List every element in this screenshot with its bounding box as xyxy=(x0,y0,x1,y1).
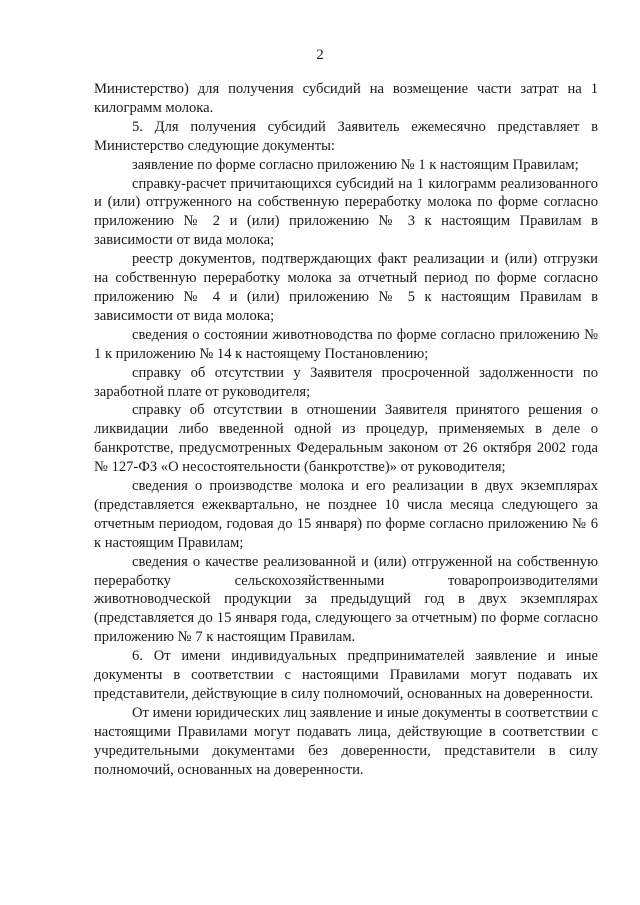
document-body xyxy=(94,80,598,780)
paragraph-clause-5: 5. Для получения субсидий Заявитель ежемесячно представляет в Министерство следующие документы: xyxy=(94,118,598,154)
page-number: 2 xyxy=(316,47,324,63)
paragraph-legal-entities: От имени юридических лиц заявление и иные документы в соответствии с настоящими Правилами могут подавать лица, действующие в соответствии с учредительными документами без доверенности, представители в силу полномочий, основанных на доверенности. xyxy=(94,704,598,778)
paragraph-clause-6: 6. От имени индивидуальных предпринимателей заявление и иные документы в соответствии с настоящими Правилами могут подавать их представители, действующие в силу полномочий, основанных на доверенности. xyxy=(94,648,598,702)
paragraph-continuation: Министерство) для получения субсидий на возмещение части затрат на 1 килограмм молока. xyxy=(94,81,598,116)
paragraph-calculation-certificate: справку-расчет причитающихся субсидий на 1 килограмм реализованного и (или) отгруженного на собственную переработку молока по форме согласно приложению № 2 и (или) приложению № 3 к настоящим Правилам в зависимости от вида молока; xyxy=(94,175,598,249)
paragraph-salary-debt-certificate: справку об отсутствии у Заявителя просроченной задолженности по заработной плате от руководителя; xyxy=(94,364,598,400)
paragraph-application: заявление по форме согласно приложению № 1 к настоящим Правилам; xyxy=(132,156,579,173)
paragraph-milk-production-info: сведения о производстве молока и его реализации в двух экземплярах (представляется ежеквартально, не позднее 10 числа месяца следующего за отчетным периодом, годовая до 15 января) по форме согласно приложению № 6 к настоящим Правилам; xyxy=(94,478,598,551)
paragraph-document-registry: реестр документов, подтверждающих факт реализации и (или) отгрузки на собственную переработку молока за отчетный период по форме согласно приложению № 4 и (или) приложению № 5 к настоящим Правилам в зависимости от вида молока; xyxy=(94,251,598,324)
paragraph-bankruptcy-certificate: справку об отсутствии в отношении Заявителя принятого решения о ликвидации либо введенной одной из процедур, применяемых в деле о банкротстве, предусмотренных Федеральным законом от 26 октября 2002 года № 127-ФЗ «О несостоятельности (банкротстве)» от руководителя; xyxy=(94,402,598,476)
paragraph-livestock-info: сведения о состоянии животноводства по форме согласно приложению № 1 к приложению № 14 к настоящему Постановлению; xyxy=(94,326,598,362)
paragraph-milk-quality-info: сведения о качестве реализованной и (или) отгруженной на собственную переработку сельскохозяйственными товаропроизводителями животноводческой продукции за предыдущий год в двух экземплярах (представляется до 15 января года, следующего за отчетным) по форме согласно приложению № 7 к настоящим Правилам. xyxy=(94,553,598,646)
